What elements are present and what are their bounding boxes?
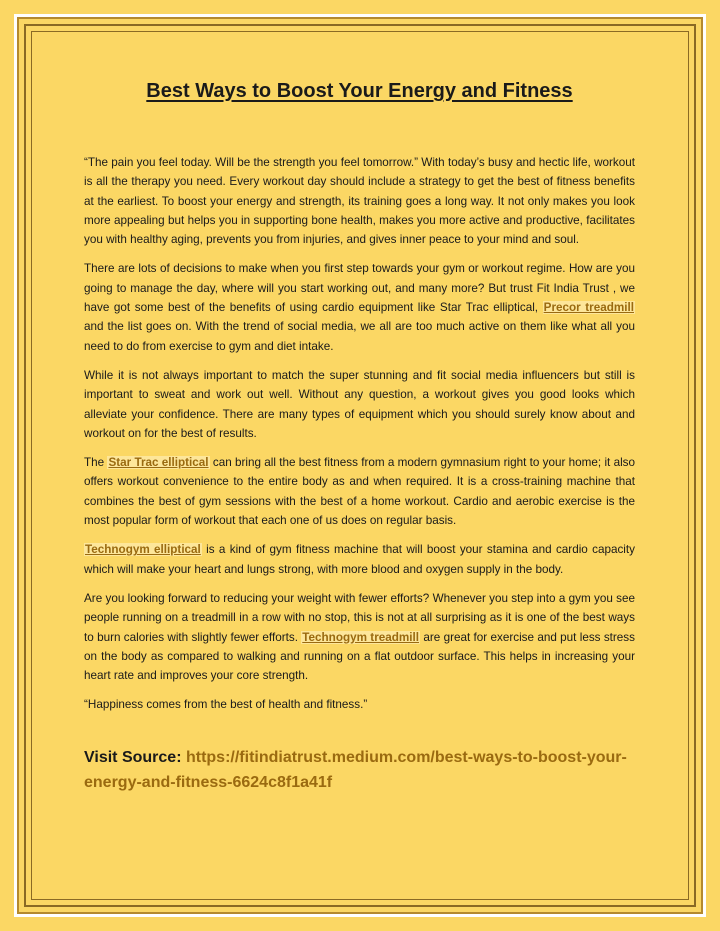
paragraph-text: is a kind of gym fitness machine that will boost your stamina and cardio capacity which will make your heart and lungs strong, with more blood and oxygen supply in the body.	[84, 543, 635, 576]
paragraph-influencers: While it is not always important to match the super stunning and fit social media influencers but still is important to sweat and work out well. Without any question, a workout gives you good looks which alleviate your confidence. There are many types of equipment which you should surely know about and workout on for the best of results.	[84, 368, 635, 440]
paragraph-decisions	[84, 259, 635, 355]
closing-quote: “Happiness comes from the best of health and fitness.”	[84, 698, 368, 712]
paragraph-text: and the list goes on. With the trend of social media, we all are too much active on them like what all you need to do from exercise to gym and diet intake.	[84, 320, 635, 353]
visit-source	[84, 745, 635, 795]
technogym-elliptical-link[interactable]: Technogym elliptical	[85, 543, 201, 557]
technogym-treadmill-link[interactable]: Technogym treadmill	[302, 630, 420, 644]
paragraph-text: are great for exercise and put less stress on the body as compared to walking and running on a flat outdoor surface. This helps in increasing your heart rate and improves your core strength.	[84, 630, 635, 683]
paragraph-technogym-elliptical	[84, 540, 635, 579]
paragraph-text: The	[84, 456, 108, 470]
paragraph-intro: “The pain you feel today. Will be the strength you feel tomorrow.” With today’s busy and hectic life, workout is all the therapy you need. Every workout day should include a strategy to get the best of fitness benefits at the earliest. To boost your energy and strength, its training goes a long way. It not only makes you look more appealing but helps you in supporting bone health, makes you more active and productive, facilitates you with healthy aging, prevents you from injuries, and gives inner peace to your mind and soul.	[84, 156, 635, 247]
source-url-link[interactable]: https://fitindiatrust.medium.com/best-ways-to-boost-your-energy-and-fitness-6624c8f1a41f	[84, 748, 627, 791]
paragraph-star-trac	[84, 453, 635, 530]
document-content	[84, 80, 635, 795]
paragraph-text: Are you looking forward to reducing your weight with fewer efforts? Whenever you step into a gym you see people running on a treadmill in a row with no stop, this is not at all surprising as it is one of the best ways to burn calories with slightly fewer efforts.	[84, 591, 635, 644]
visit-source-label: Visit Source:	[84, 748, 186, 766]
paragraph-treadmill	[84, 589, 635, 685]
paragraph-text: There are lots of decisions to make when you first step towards your gym or workout regime. How are you going to manage the day, where will you start working out, and many more? But trust Fit India Trust , we have got some best of the benefits of using cardio equipment like Star Trac elliptical,	[84, 262, 635, 315]
paragraph-text: can bring all the best fitness from a modern gymnasium right to your home; it also offers workout convenience to the entire body as and when required. It is a cross-training machine that combines the best of gym sessions with the best of a home workout. Cardio and aerobic exercise is the most popular form of workout that each one of us does on regular basis.	[84, 456, 636, 528]
article-body	[84, 153, 635, 715]
document-title: Best Ways to Boost Your Energy and Fitness	[146, 80, 573, 102]
precor-treadmill-link[interactable]: Precor treadmill	[543, 301, 634, 315]
star-trac-elliptical-link[interactable]: Star Trac elliptical	[108, 456, 209, 470]
